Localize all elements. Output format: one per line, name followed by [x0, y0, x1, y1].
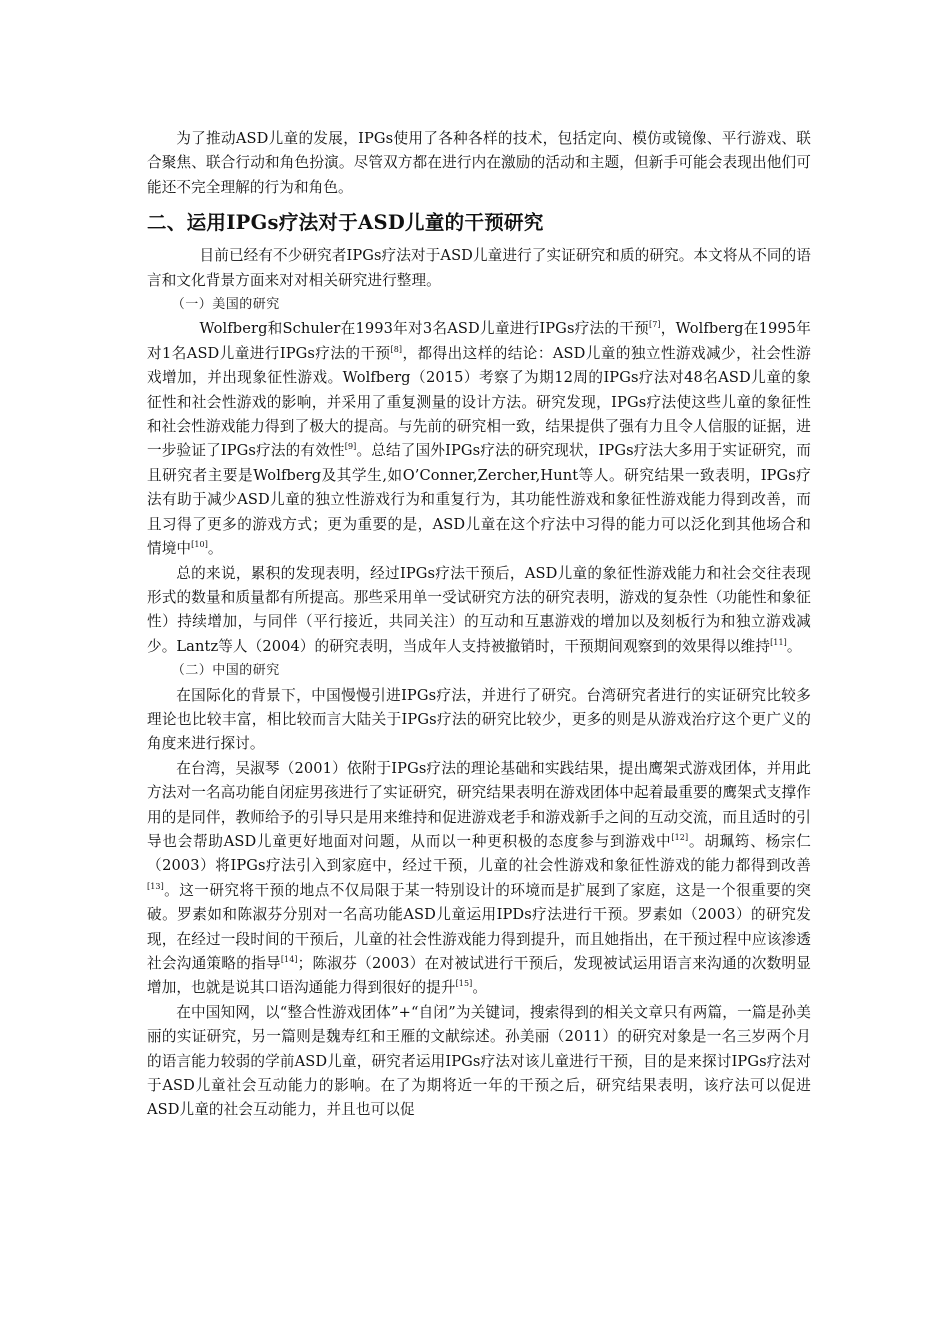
paragraph-overview: 目前已经有不少研究者IPGs疗法对于ASD儿童进行了实证研究和质的研究。本文将从不同的语言和文化背景方面来对对相关研究进行整理。	[147, 247, 811, 289]
text-run: 。	[786, 637, 802, 655]
paragraph-us-1	[147, 317, 811, 561]
citation-14: [14]	[280, 955, 298, 964]
citation-8: [8]	[390, 344, 403, 354]
text-run: Wolfberg和Schuler在1993年对3名ASD儿童进行IPGs疗法的干预	[199, 320, 649, 338]
text-run: 。胡珮筠、杨宗仁（2003）将IPGs疗法引入到家庭中，经过干预，儿童的社会性游戏和象征性游戏的能力都得到改善	[147, 832, 811, 875]
citation-13: [13]	[147, 881, 164, 891]
text-run: 在台湾，吴淑琴（2001）依附于IPGs疗法的理论基础和实践结果，提出鹰架式游戏团体，并用此方法对一名高功能自闭症男孩进行了实证研究，研究结果表明在游戏团体中起着最重要的鹰架式支撑作用的是同伴，教师给予的引导只是用来维持和促进游戏老手和游戏新手之间的互动交流，而且适时的引导也会帮助ASD儿童更好地面对问题，从而以一种更积极的态度参与到游戏中	[147, 759, 811, 850]
text-run: ，都得出这样的结论：ASD儿童的独立性游戏减少，社会性游戏增加，并出现象征性游戏。Wolfberg（2015）考察了为期12周的IPGs疗法对48名ASD儿童的象征性和社会性游戏的影响，并采用了重复测量的设计方法。研究发现，IPGs疗法使这些儿童的象征性和社会性游戏能力得到了极大的提高。与先前的研究相一致，结果提供了强有力且令人信服的证据，进一步验证了IPGs疗法的有效性	[147, 344, 811, 460]
section-heading: 二、运用IPGs疗法对于ASD儿童的干预研究	[147, 211, 544, 235]
text-run: 。总结了国外IPGs疗法的研究现状，IPGs疗法大多用于实证研究，而且研究者主要是Wolfberg及其学生,如O’Conner,Zercher,Hunt等人。研究结果一致表明，IPGs疗法有助于减少ASD儿童的独立性游戏行为和重复行为，其功能性游戏和象征性游戏能力得到改善，而且习得了更多的游戏方式；更为重要的是，ASD儿童在这个疗法中习得的能力可以泛化到其他场合和情境中	[147, 442, 811, 558]
text-run: 。	[207, 540, 223, 558]
citation-15: [15]	[455, 979, 473, 989]
citation-7: [7]	[648, 320, 661, 330]
text-run: ，Wolfberg在1995年对1名ASD儿童进行IPGs疗法的干预	[147, 320, 811, 362]
document-page	[147, 127, 811, 1123]
citation-12: [12]	[671, 832, 689, 842]
paragraph-cn-3: 在中国知网，以“整合性游戏团体”+“自闭”为关键词，搜索得到的相关文章只有两篇，一篇是孙美丽的实证研究，另一篇则是魏寿红和王雁的文献综述。孙美丽（2011）的研究对象是一名三岁两个月的语言能力较弱的学前ASD儿童，研究者运用IPGs疗法对该儿童进行干预，目的是来探讨IPGs疗法对于ASD儿童社会互动能力的影响。在了为期将近一年的干预之后，研究结果表明，该疗法可以促进ASD儿童的社会互动能力，并且也可以促	[147, 1003, 811, 1119]
text-run: 总的来说，累积的发现表明，经过IPGs疗法干预后，ASD儿童的象征性游戏能力和社会交往表现形式的数量和质量都有所提高。那些采用单一受试研究方法的研究表明，游戏的复杂性（功能性和象征性）持续增加，与同伴（平行接近，共同关注）的互动和互惠游戏的增加以及刻板行为和独立游戏减少。Lantz等人（2004）的研究表明，当成年人支持被撤销时，干预期间观察到的效果得以维持	[147, 564, 811, 655]
citation-11: [11]	[770, 637, 787, 647]
citation-10: [10]	[191, 540, 208, 550]
subsection-heading-us: （一）美国的研究	[171, 297, 280, 313]
subsection-heading-cn: （二）中国的研究	[171, 663, 280, 679]
text-run: 。	[472, 979, 488, 997]
paragraph-cn-2	[147, 757, 811, 1001]
text-run: 。这一研究将干预的地点不仅局限于某一特别设计的环境而是扩展到了家庭，这是一个很重要的突破。罗素如和陈淑芬分别对一名高功能ASD儿童运用IPDs疗法进行干预。罗素如（2003）的研究发现，在经过一段时间的干预后，儿童的社会性游戏能力得到提升，而且她指出，在干预过程中应该渗透社会沟通策略的指导	[147, 881, 811, 972]
text-run: ；陈淑芬（2003）在对被试进行干预后，发现被试运用语言来沟通的次数明显增加，也就是说其口语沟通能力得到很好的提升	[147, 955, 811, 997]
paragraph-cn-1: 在国际化的背景下，中国慢慢引进IPGs疗法，并进行了研究。台湾研究者进行的实证研究比较多理论也比较丰富，相比较而言大陆关于IPGs疗法的研究比较少，更多的则是从游戏治疗这个更广义的角度来进行探讨。	[147, 686, 811, 753]
citation-9: [9]	[344, 442, 357, 452]
paragraph-us-2	[147, 562, 811, 660]
paragraph-intro: 为了推动ASD儿童的发展，IPGs使用了各种各样的技术，包括定向、模仿或镜像、平行游戏、联合聚焦、联合行动和角色扮演。尽管双方都在进行内在激励的活动和主题，但新手可能会表现出他们可能还不完全理解的行为和角色。	[147, 130, 811, 196]
